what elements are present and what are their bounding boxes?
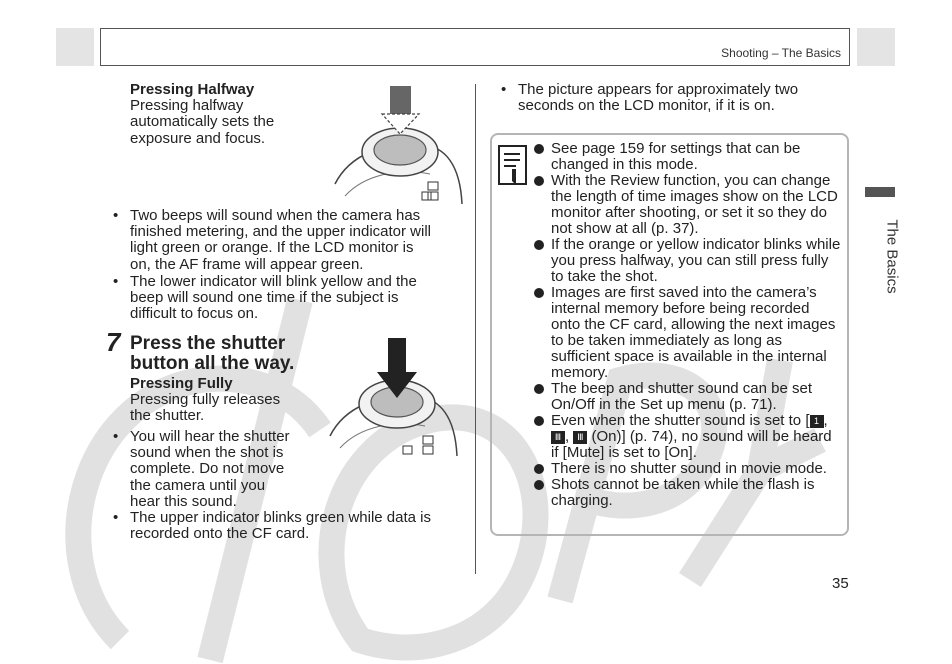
text-line: light green or orange. If the LCD monitor is — [130, 239, 414, 257]
column-divider — [475, 84, 476, 574]
note-item — [551, 141, 841, 173]
list-item — [113, 428, 330, 510]
text-line: hear this sound. — [130, 492, 237, 510]
bullet-dot: • — [113, 509, 119, 526]
text-line: recorded onto the CF card. — [130, 525, 310, 543]
text-line: on, the AF frame will appear green. — [130, 255, 364, 273]
shutter-fully-illustration — [325, 336, 470, 466]
note-item — [551, 285, 841, 381]
halfway-line: exposure and focus. — [130, 129, 266, 147]
note-text: There is no shutter sound in movie mode. — [551, 460, 827, 477]
note-text: , — [565, 428, 570, 445]
note-text: The beep and shutter sound can be set On/Off in the Set up menu (p. 71). — [551, 380, 813, 413]
bullet-dot — [534, 464, 544, 474]
text-line: Two beeps will sound when the camera has — [130, 207, 421, 224]
mode-icon: Ⅲ — [573, 431, 587, 444]
page-number: 35 — [832, 575, 849, 592]
bullet-dot — [534, 240, 544, 250]
fully-line: the shutter. — [130, 407, 205, 425]
text-line: You will hear the shutter — [130, 428, 290, 445]
shutter-halfway-illustration — [330, 84, 470, 214]
note-text: Shots cannot be taken while the flash is charging. — [551, 476, 815, 509]
note-item — [551, 173, 841, 237]
side-tab-label: The Basics — [883, 219, 901, 294]
note-item — [551, 413, 841, 461]
bullet-dot — [534, 480, 544, 490]
bullet-dot — [534, 144, 544, 154]
list-item — [501, 81, 838, 115]
note-text: , — [823, 412, 828, 429]
bullet-dot — [534, 416, 544, 426]
bullet-dot: • — [113, 273, 119, 290]
text-line: The lower indicator will blink yellow and the — [130, 273, 417, 290]
text-line: complete. Do not move — [130, 460, 285, 478]
memo-icon — [498, 145, 528, 187]
list-item — [113, 273, 460, 323]
notes-list — [551, 141, 841, 509]
text-line: beep will sound one time if the subject is — [130, 289, 399, 307]
note-text: With the Review function, you can change the length of time images show on the LCD monitor after shooting, or set it so they do not show at all (p. 37). — [551, 172, 838, 237]
note-item — [551, 477, 841, 509]
text-line: The upper indicator blinks green while data is — [130, 509, 432, 526]
note-text: See page 159 for settings that can be changed in this mode. — [551, 140, 801, 173]
mode-icon: 1 — [810, 415, 824, 428]
step-title-line: button all the way. — [130, 353, 295, 374]
text-line: difficult to focus on. — [130, 305, 259, 323]
text-line: sound when the shot is — [130, 444, 284, 462]
bullet-dot — [534, 384, 544, 394]
text-line: the camera until you — [130, 476, 266, 494]
step-title-line: Press the shutter — [130, 333, 286, 354]
fully-line: Pressing fully releases — [130, 391, 281, 409]
bullet-dot: • — [113, 207, 119, 224]
bullet-dot: • — [501, 81, 507, 98]
list-item — [113, 207, 460, 273]
note-item — [551, 237, 841, 285]
note-item — [551, 381, 841, 413]
note-text: Images are first saved into the camera’s internal memory before being recorded onto the CF card, allowing the next images to be taken immediately as long as sufficient space is available in the internal memory. — [551, 284, 836, 381]
page-header — [100, 28, 850, 66]
list-item — [113, 509, 460, 543]
header-left-block — [56, 28, 94, 66]
side-tab-marker — [865, 187, 895, 197]
note-text: [ — [805, 412, 810, 429]
halfway-line: Pressing halfway — [130, 97, 244, 115]
note-text: (On)] (p. 74), no sound will be heard if [Mute] is set to [On]. — [551, 428, 832, 461]
halfway-heading: Pressing Halfway — [130, 81, 255, 98]
mode-icon: Ⅲ — [551, 431, 565, 444]
note-item — [551, 461, 841, 477]
bullet-dot — [534, 176, 544, 186]
step-number: 7 — [106, 327, 121, 357]
bullet-dot: • — [113, 428, 119, 445]
bullet-dot — [534, 288, 544, 298]
text-line: seconds on the LCD monitor, if it is on. — [518, 97, 775, 115]
header-section-title: Shooting – The Basics — [721, 46, 841, 60]
fully-block — [130, 376, 320, 425]
halfway-line: automatically sets the — [130, 113, 275, 131]
text-line: The picture appears for approximately two — [518, 81, 799, 98]
text-line: finished metering, and the upper indicator will — [130, 223, 432, 241]
fully-heading: Pressing Fully — [130, 375, 233, 392]
halfway-block — [130, 82, 330, 147]
header-right-block — [857, 28, 895, 66]
note-text: Even when the shutter sound is set to — [551, 412, 802, 429]
note-text: If the orange or yellow indicator blinks while you press halfway, you can still press fully to take the shot. — [551, 236, 841, 285]
